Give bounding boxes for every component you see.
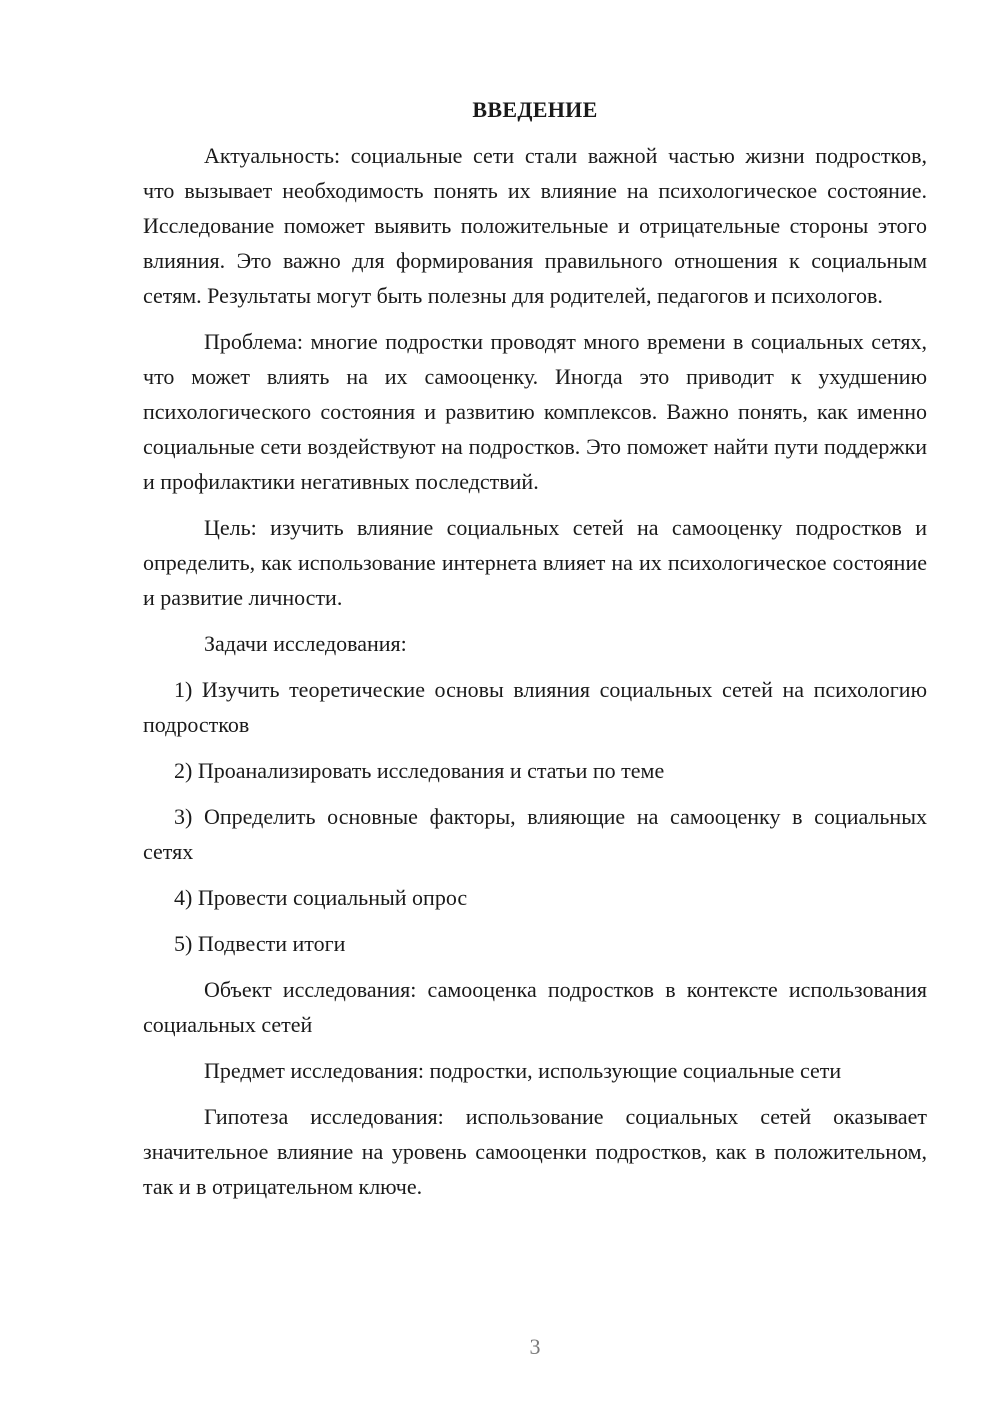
task-item-1: 1) Изучить теоретические основы влияния социальных сетей на психологию подростков (143, 677, 927, 737)
research-object-paragraph: Объект исследования: самооценка подростков в контексте использования социальных сетей (143, 977, 927, 1037)
page-content (143, 92, 927, 1215)
problem-paragraph: Проблема: многие подростки проводят много времени в социальных сетях, что может влиять на их самооценку. Иногда это приводит к ухудшению психологического состояния и развитию комплексов. Важно понять, как именно социальные сети воздействуют на подростков. Это поможет найти пути поддержки и профилактики негативных последствий. (143, 329, 927, 494)
hypothesis-paragraph: Гипотеза исследования: использование социальных сетей оказывает значительное влияние на уровень самооценки подростков, как в положительном, так и в отрицательном ключе. (143, 1104, 927, 1199)
section-title: ВВЕДЕНИЕ (472, 97, 598, 122)
page-number: 3 (529, 1334, 541, 1359)
goal-paragraph: Цель: изучить влияние социальных сетей на самооценку подростков и определить, как использование интернета влияет на их психологическое состояние и развитие личности. (143, 515, 927, 610)
tasks-heading: Задачи исследования: (204, 631, 407, 656)
task-item-2: 2) Проанализировать исследования и статьи по теме (174, 758, 665, 783)
relevance-paragraph: Актуальность: социальные сети стали важной частью жизни подростков, что вызывает необходимость понять их влияние на психологическое состояние. Исследование поможет выявить положительные и отрицательные стороны этого влияния. Это важно для формирования правильного отношения к социальным сетям. Результаты могут быть полезны для родителей, педагогов и психологов. (143, 143, 927, 308)
task-item-4: 4) Провести социальный опрос (174, 885, 468, 910)
research-subject-paragraph: Предмет исследования: подростки, использующие социальные сети (204, 1058, 842, 1083)
task-item-5: 5) Подвести итоги (174, 931, 346, 956)
task-item-3: 3) Определить основные факторы, влияющие на самооценку в социальных сетях (143, 804, 927, 864)
